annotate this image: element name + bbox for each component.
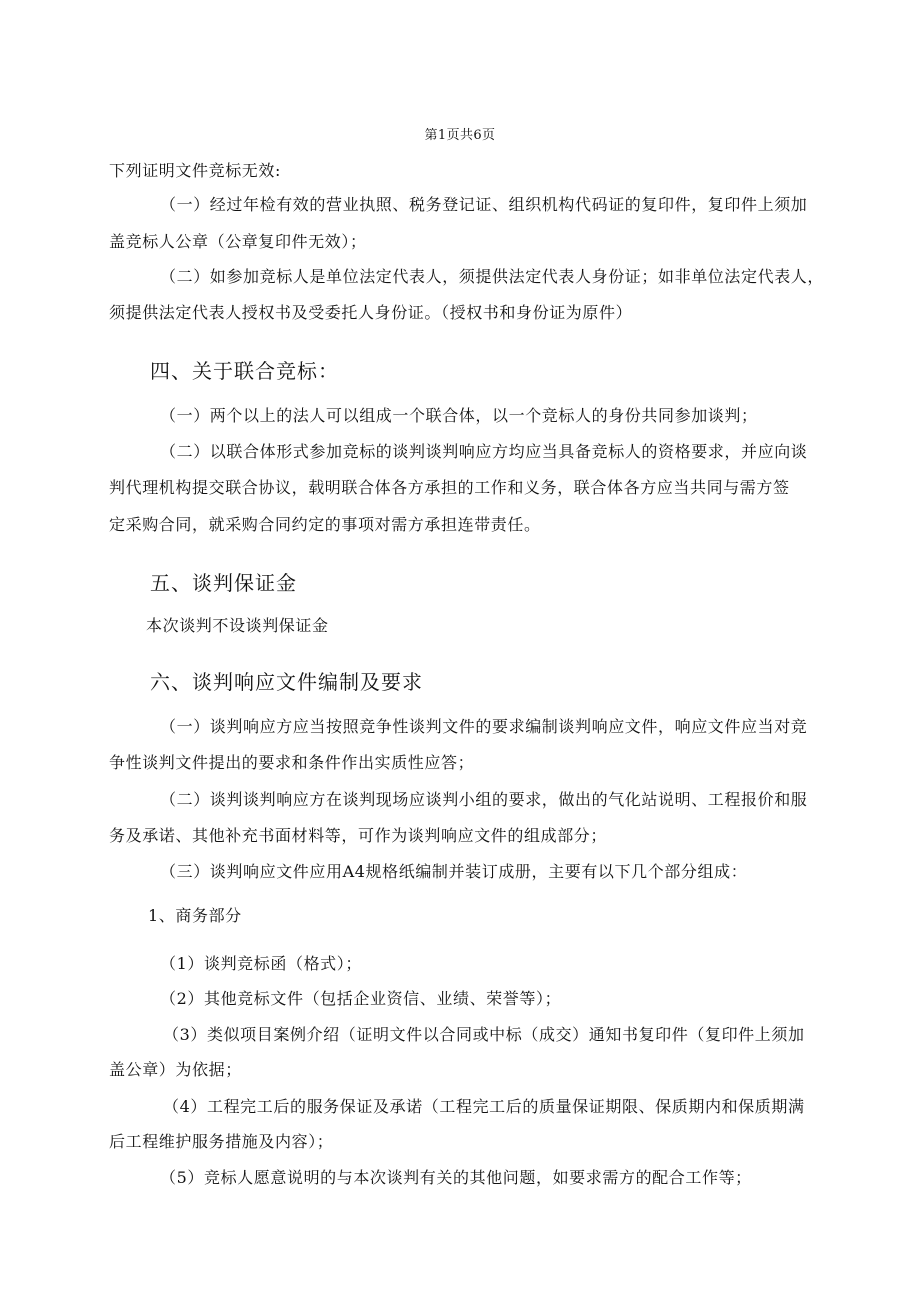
- paragraph-line: （三）谈判响应文件应用A4规格纸编制并装订成册，主要有以下几个部分组成：: [160, 862, 748, 881]
- list-item: （1）谈判竞标函（格式）；: [160, 954, 362, 973]
- page-header: 第1页共6页: [424, 128, 496, 143]
- paragraph-line: 盖竞标人公章（公章复印件无效）；: [109, 232, 367, 251]
- paragraph-line: （一）谈判响应方应当按照竞争性谈判文件的要求编制谈判响应文件，响应文件应当对竞: [160, 717, 808, 736]
- list-item: （4）工程完工后的服务保证及承诺（工程完工后的质量保证期限、保质期内和保质期满: [163, 1097, 805, 1116]
- paragraph-line: 须提供法定代表人授权书及受委托人身份证。（授权书和身份证为原件）: [109, 303, 633, 322]
- list-item: （2）其他竞标文件（包括企业资信、业绩、荣誉等）；: [160, 989, 562, 1008]
- section-heading-4: 四、关于联合竞标：: [150, 359, 339, 383]
- paragraph-line: 判代理机构提交联合协议，载明联合体各方承担的工作和义务，联合体各方应当共同与需方签: [109, 478, 790, 497]
- paragraph-line: 务及承诺、其他补充书面材料等，可作为谈判响应文件的组成部分；: [109, 826, 608, 845]
- paragraph-line: 下列证明文件竞标无效:: [109, 161, 281, 180]
- list-item-continuation: 盖公章）为依据；: [109, 1060, 242, 1079]
- section-heading-6: 六、谈判响应文件编制及要求: [150, 670, 423, 694]
- list-item: （5）竞标人愿意说明的与本次谈判有关的其他问题，如要求需方的配合工作等；: [160, 1168, 752, 1187]
- paragraph-line: （二）谈判谈判响应方在谈判现场应谈判小组的要求，做出的气化站说明、工程报价和服: [160, 790, 808, 809]
- list-item-continuation: 后工程维护服务措施及内容）；: [109, 1132, 334, 1151]
- paragraph-line: （二）如参加竞标人是单位法定代表人，须提供法定代表人身份证；如非单位法定代表人，: [160, 267, 825, 286]
- list-heading: 1、商务部分: [148, 906, 242, 925]
- paragraph-line: （二）以联合体形式参加竞标的谈判谈判响应方均应当具备竞标人的资格要求，并应向谈: [160, 442, 808, 461]
- list-item: （3）类似项目案例介绍（证明文件以合同或中标（成交）通知书复印件（复印件上须加: [163, 1025, 805, 1044]
- section-heading-5: 五、谈判保证金: [150, 571, 297, 595]
- paragraph-line: 争性谈判文件提出的要求和条件作出实质性应答；: [109, 753, 475, 772]
- paragraph-line: （一）两个以上的法人可以组成一个联合体，以一个竞标人的身份共同参加谈判；: [160, 406, 758, 425]
- paragraph-line: 本次谈判不设谈判保证金: [146, 616, 329, 635]
- paragraph-line: 定采购合同，就采购合同约定的事项对需方承担连带责任。: [109, 515, 541, 534]
- paragraph-line: （一）经过年检有效的营业执照、税务登记证、组织机构代码证的复印件，复印件上须加: [160, 195, 808, 214]
